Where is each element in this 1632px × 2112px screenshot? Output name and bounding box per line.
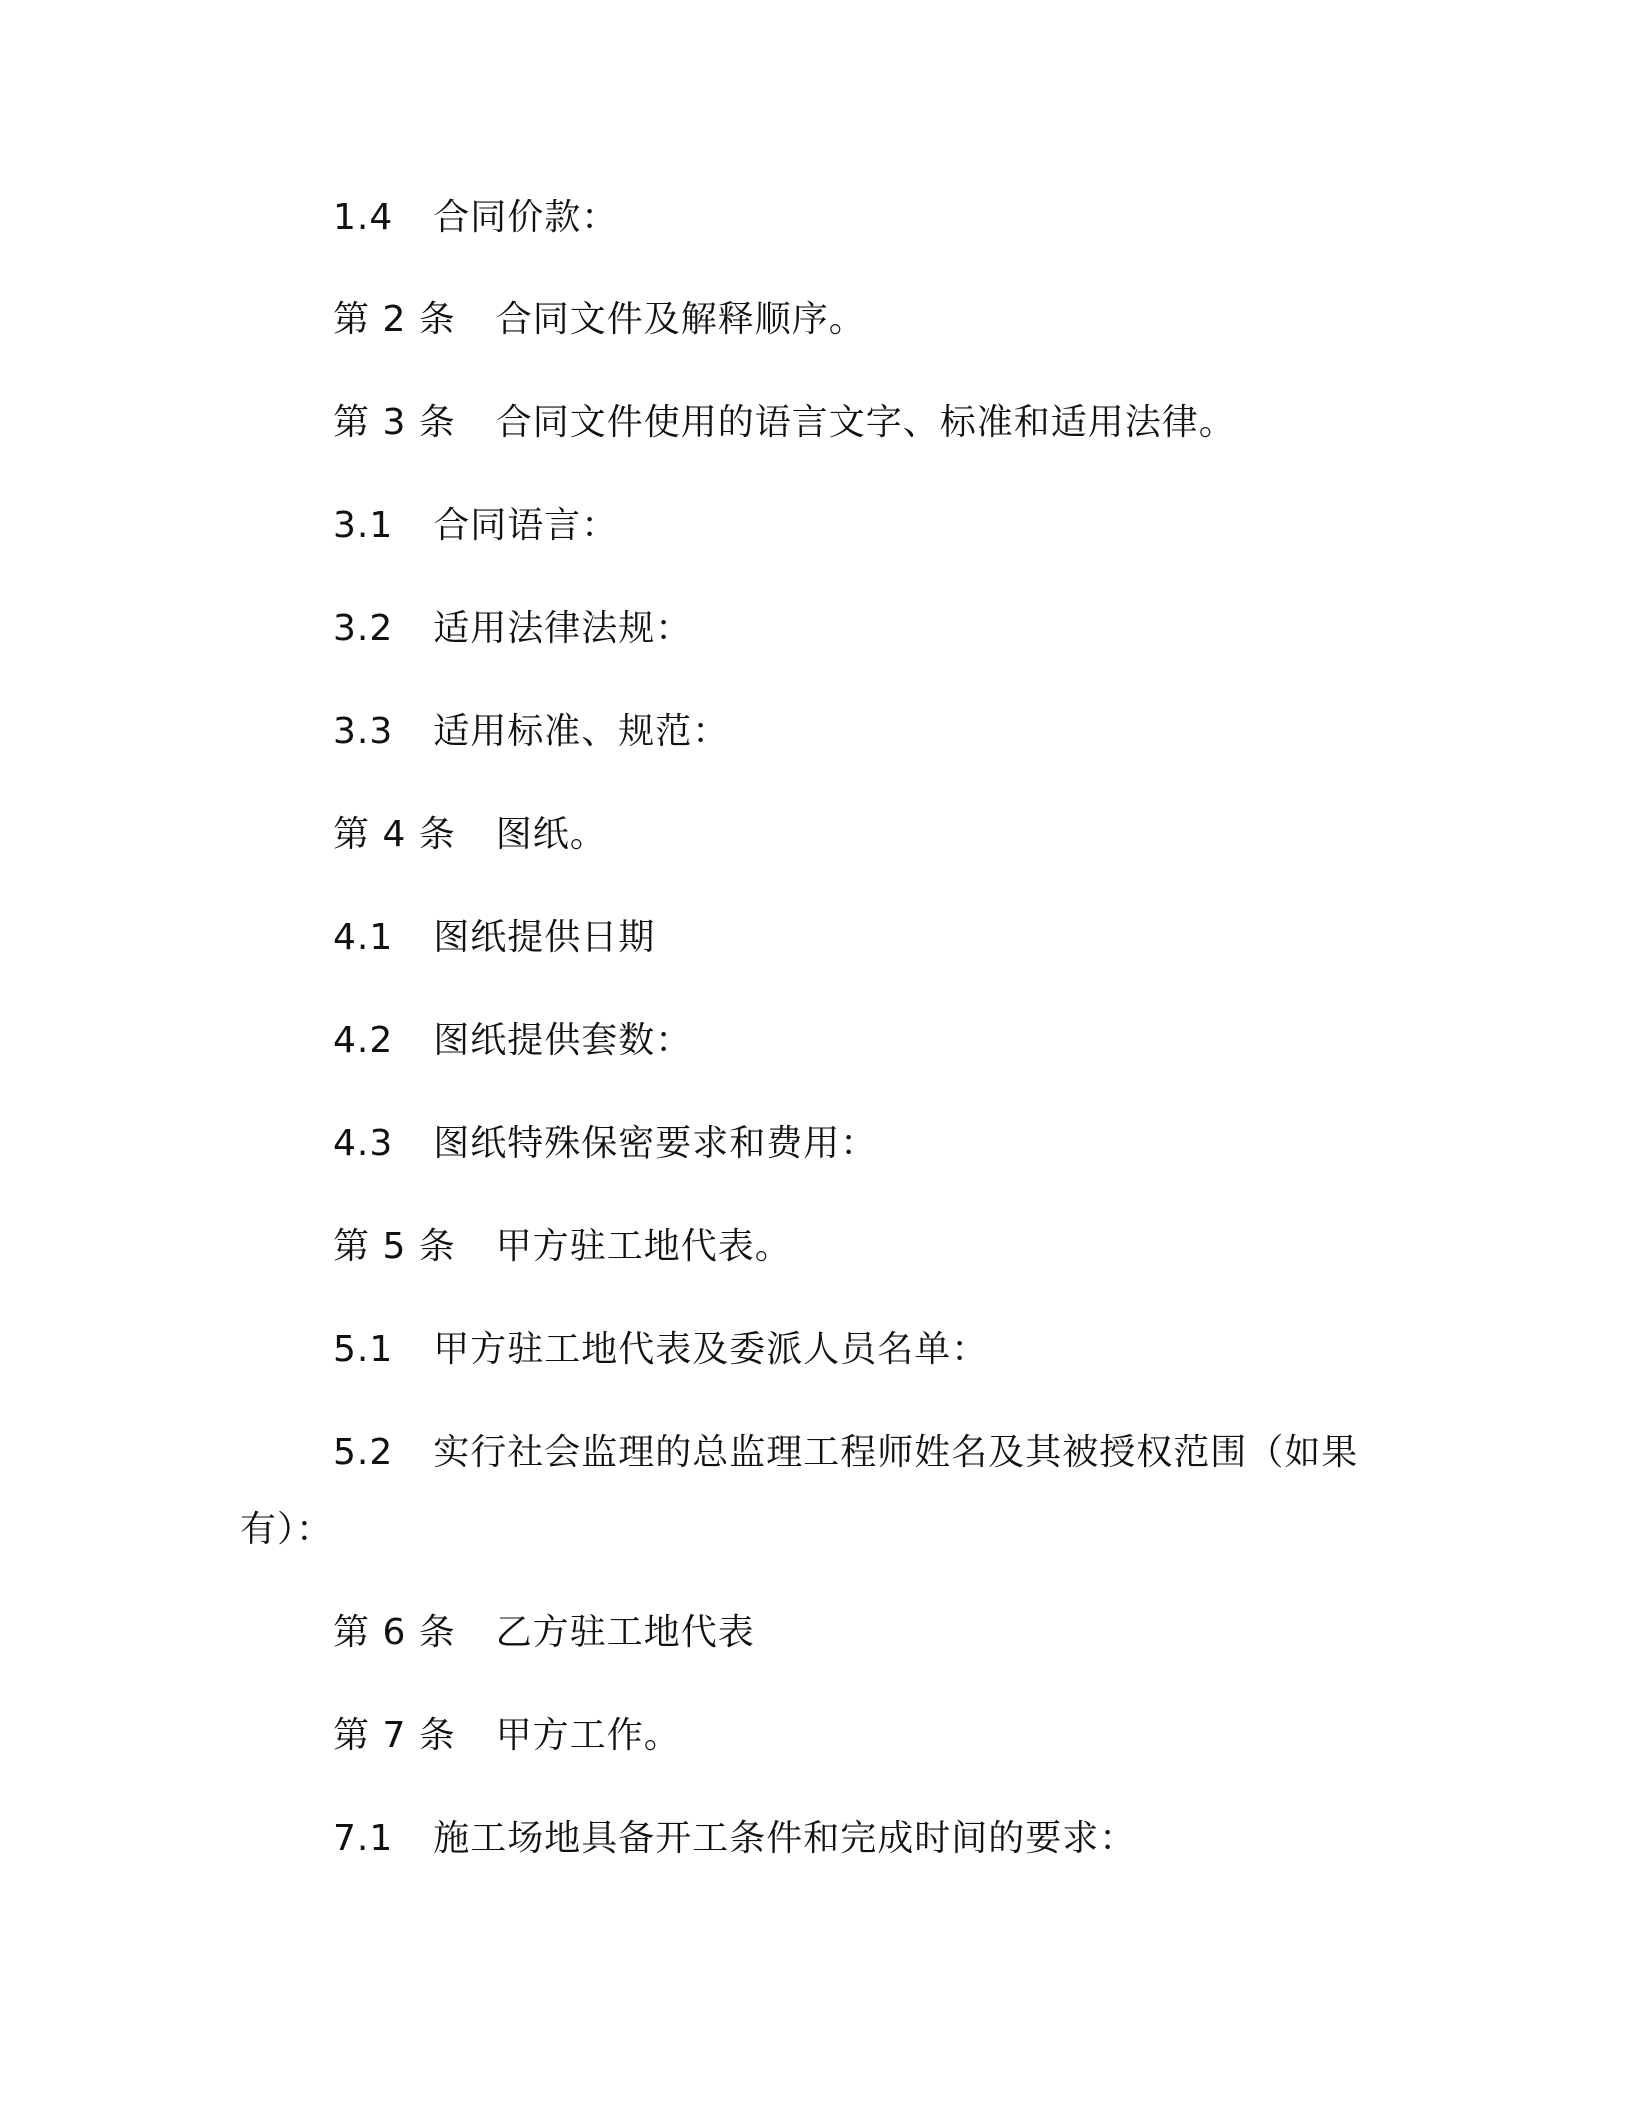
clause-3-3 (333, 710, 729, 754)
article-5 (333, 1225, 792, 1269)
clause-text: 图纸特殊保密要求和费用： (433, 1123, 878, 1164)
clause-text: 实行社会监理的总监理工程师姓名及其被授权范围（如果 (433, 1432, 1359, 1473)
clause-number: 4.2 (333, 1020, 394, 1061)
clause-number: 7.1 (333, 1818, 394, 1859)
clause-number: 5.2 (333, 1432, 394, 1473)
clause-text: 施工场地具备开工条件和完成时间的要求： (433, 1818, 1137, 1859)
article-4 (333, 813, 607, 857)
clause-text: 乙方驻工地代表 (495, 1612, 755, 1653)
clause-text: 图纸提供套数： (433, 1020, 693, 1061)
clause-number: 第 5 条 (333, 1226, 456, 1267)
clause-1-4 (333, 196, 618, 240)
clause-number: 第 6 条 (333, 1612, 456, 1653)
clause-5-2-continuation (240, 1508, 333, 1552)
clause-number: 3.3 (333, 711, 394, 752)
article-6 (333, 1611, 755, 1655)
clause-text: 合同语言： (433, 505, 619, 546)
clause-3-1 (333, 504, 618, 548)
clause-number: 3.2 (333, 608, 394, 649)
article-2 (333, 298, 866, 342)
clause-3-2 (333, 607, 692, 651)
clause-text: 甲方工作。 (495, 1715, 681, 1756)
clause-text: 图纸。 (495, 814, 607, 855)
clause-5-2 (333, 1431, 1358, 1475)
clause-4-3 (333, 1122, 877, 1166)
article-7 (333, 1714, 681, 1758)
clause-text: 适用法律法规： (433, 608, 693, 649)
clause-text: 甲方驻工地代表。 (495, 1226, 792, 1267)
clause-text: 合同价款： (433, 197, 619, 238)
clause-text: 甲方驻工地代表及委派人员名单： (433, 1329, 989, 1370)
clause-5-1 (333, 1328, 988, 1372)
clause-number: 3.1 (333, 505, 394, 546)
clause-number: 4.3 (333, 1123, 394, 1164)
clause-text: 适用标准、规范： (433, 711, 730, 752)
clause-number: 5.1 (333, 1329, 394, 1370)
clause-text: 有）： (240, 1509, 334, 1550)
clause-number: 1.4 (333, 197, 394, 238)
article-3 (333, 401, 1236, 445)
clause-text: 合同文件及解释顺序。 (495, 299, 866, 340)
clause-7-1 (333, 1817, 1136, 1861)
clause-4-2 (333, 1019, 692, 1063)
clause-number: 第 4 条 (333, 814, 456, 855)
clause-number: 第 3 条 (333, 402, 456, 443)
clause-text: 合同文件使用的语言文字、标准和适用法律。 (495, 402, 1236, 443)
clause-number: 第 7 条 (333, 1715, 456, 1756)
clause-number: 第 2 条 (333, 299, 456, 340)
clause-text: 图纸提供日期 (433, 917, 656, 958)
clause-number: 4.1 (333, 917, 394, 958)
clause-4-1 (333, 916, 655, 960)
